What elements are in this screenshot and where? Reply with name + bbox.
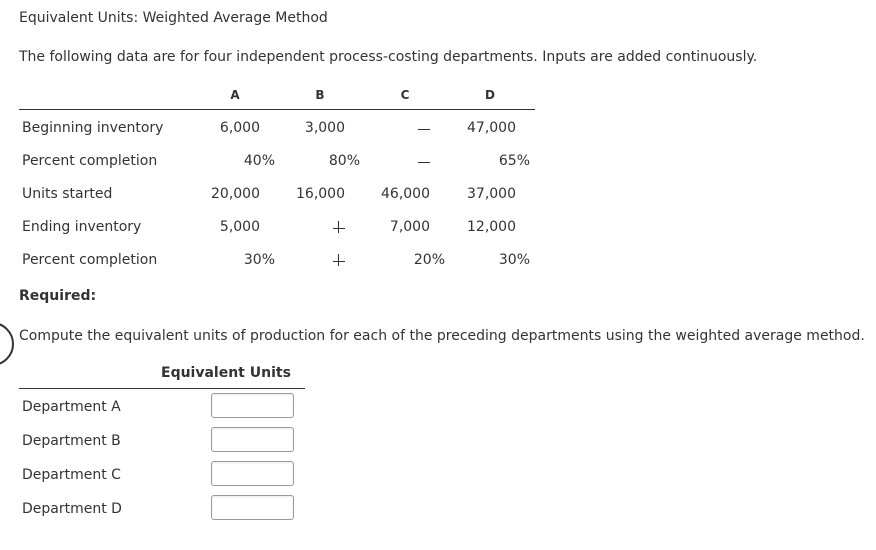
column-header-b: B <box>315 88 325 102</box>
row-label-ending-inventory: Ending inventory <box>22 219 142 235</box>
cell-percent-completion-beginning-c-dash <box>418 162 430 163</box>
cell-percent-completion-ending-d: 30% <box>498 252 530 268</box>
department-b-label: Department B <box>22 433 121 449</box>
equivalent-units-rule <box>19 388 305 389</box>
cell-percent-completion-ending-c: 20% <box>413 252 445 268</box>
cell-percent-completion-beginning-a: 40% <box>243 153 275 169</box>
cell-units-started-c: 46,000 <box>381 186 430 202</box>
cell-percent-completion-ending-b-bar <box>338 254 339 266</box>
cell-percent-completion-beginning-d: 65% <box>498 153 530 169</box>
cell-percent-completion-ending-b-dash <box>333 261 345 262</box>
department-a-label: Department A <box>22 399 121 415</box>
cell-units-started-a: 20,000 <box>211 186 260 202</box>
cell-ending-inventory-b-bar <box>338 221 339 233</box>
department-d-input[interactable] <box>211 495 294 520</box>
cell-beginning-inventory-a: 6,000 <box>219 120 260 136</box>
row-label-percent-completion-ending: Percent completion <box>22 252 158 268</box>
cell-ending-inventory-d: 12,000 <box>467 219 516 235</box>
instruction-text: Compute the equivalent units of production for each of the preceding departments using the weighted average method. <box>19 328 865 344</box>
equivalent-units-header: Equivalent Units <box>161 365 291 381</box>
cell-ending-inventory-a: 5,000 <box>219 219 260 235</box>
table-header-rule <box>19 109 535 110</box>
row-label-percent-completion-beginning: Percent completion <box>22 153 158 169</box>
cell-ending-inventory-b-dash <box>333 228 345 229</box>
row-label-beginning-inventory: Beginning inventory <box>22 120 164 136</box>
row-label-units-started: Units started <box>22 186 113 202</box>
circle-marker <box>0 322 14 366</box>
cell-units-started-b: 16,000 <box>296 186 345 202</box>
column-header-d: D <box>485 88 495 102</box>
cell-units-started-d: 37,000 <box>467 186 516 202</box>
cell-beginning-inventory-d: 47,000 <box>467 120 516 136</box>
column-header-a: A <box>230 88 240 102</box>
department-c-input[interactable] <box>211 461 294 486</box>
department-d-label: Department D <box>22 501 122 517</box>
cell-ending-inventory-c: 7,000 <box>389 219 430 235</box>
department-b-input[interactable] <box>211 427 294 452</box>
intro-text: The following data are for four independent process-costing departments. Inputs are added continuously. <box>19 49 758 65</box>
department-a-input[interactable] <box>211 393 294 418</box>
page-title: Equivalent Units: Weighted Average Method <box>19 10 328 26</box>
department-c-label: Department C <box>22 467 121 483</box>
required-label: Required: <box>19 288 97 304</box>
cell-percent-completion-ending-a: 30% <box>243 252 275 268</box>
column-header-c: C <box>400 88 410 102</box>
cell-beginning-inventory-b: 3,000 <box>304 120 345 136</box>
cell-percent-completion-beginning-b: 80% <box>328 153 360 169</box>
cell-beginning-inventory-c-dash <box>418 129 430 130</box>
